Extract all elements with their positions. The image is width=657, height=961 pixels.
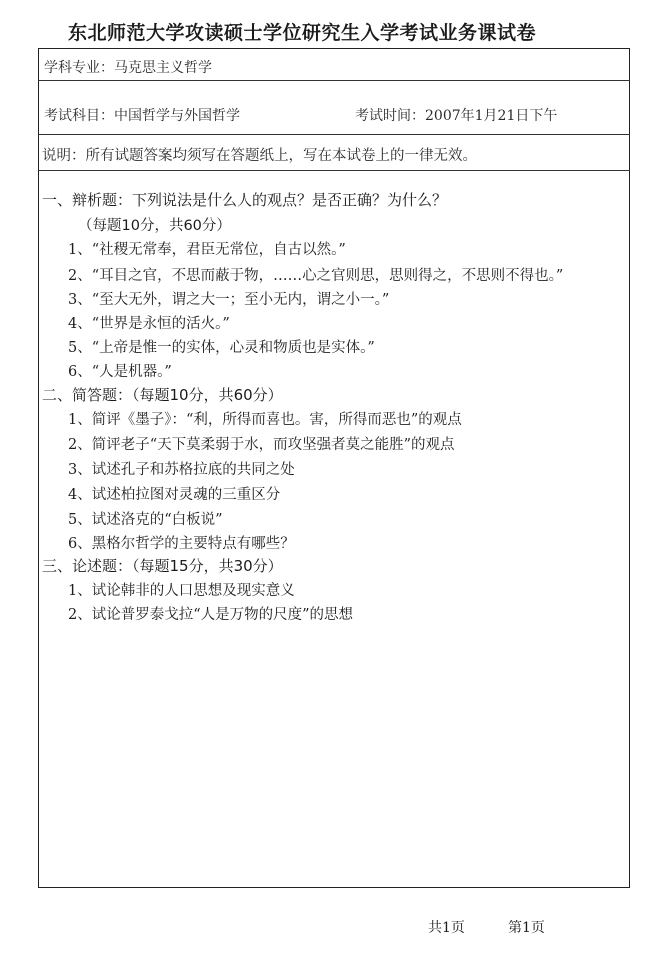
instruction-text: 说明：所有试题答案均须写在答题纸上，写在本试卷上的一律无效。 — [42, 148, 477, 164]
section-1-item: 4、“世界是永恒的活火。” — [68, 316, 230, 332]
section-3-item: 2、试论普罗泰戈拉“人是万物的尺度”的思想 — [68, 607, 354, 623]
section-1-item: 3、“至大无外，谓之大一；至小无内，谓之小一。” — [68, 292, 390, 308]
section-1-item: 2、“耳目之官，不思而蔽于物，……心之官则思，思则得之，不思则不得也。” — [68, 268, 564, 284]
section-2-item: 1、简评《墨子》：“利，所得而喜也。害，所得而恶也”的观点 — [68, 412, 462, 428]
section-2-heading: 二、简答题：（每题10分，共60分） — [42, 386, 283, 404]
section-3-heading: 三、论述题：（每题15分，共30分） — [42, 557, 283, 575]
section-1-note: （每题10分，共60分） — [78, 218, 231, 234]
section-2-item: 5、试述洛克的“白板说” — [68, 512, 223, 528]
total-pages: 共1页 — [428, 920, 465, 936]
section-1-item: 5、“上帝是惟一的实体，心灵和物质也是实体。” — [68, 340, 375, 356]
page-number: 第1页 — [508, 920, 545, 936]
section-3-item: 1、试论韩非的人口思想及现实意义 — [68, 583, 295, 599]
section-2-item: 4、试述柏拉图对灵魂的三重区分 — [68, 487, 281, 503]
subject-field: 考试科目：中国哲学与外国哲学 — [44, 108, 240, 124]
exam-title: 东北师范大学攻读硕士学位研究生入学考试业务课试卷 — [68, 22, 537, 44]
section-1-heading: 一、辩析题：下列说法是什么人的观点？是否正确？为什么？ — [42, 191, 448, 209]
section-1-item: 1、“社稷无常奉，君臣无常位，自古以然。” — [68, 242, 346, 258]
exam-time-field: 考试时间：2007年1月21日下午 — [355, 108, 558, 124]
section-2-item: 6、黑格尔哲学的主要特点有哪些？ — [68, 536, 295, 552]
header-divider — [38, 134, 630, 135]
instruction-divider — [38, 170, 630, 171]
section-2-item: 2、简评老子“天下莫柔弱于水，而攻坚强者莫之能胜”的观点 — [68, 437, 455, 453]
header-divider — [38, 80, 630, 81]
major-field: 学科专业：马克思主义哲学 — [44, 60, 212, 76]
section-1-item: 6、“人是机器。” — [68, 364, 172, 380]
section-2-item: 3、试述孔子和苏格拉底的共同之处 — [68, 462, 295, 478]
